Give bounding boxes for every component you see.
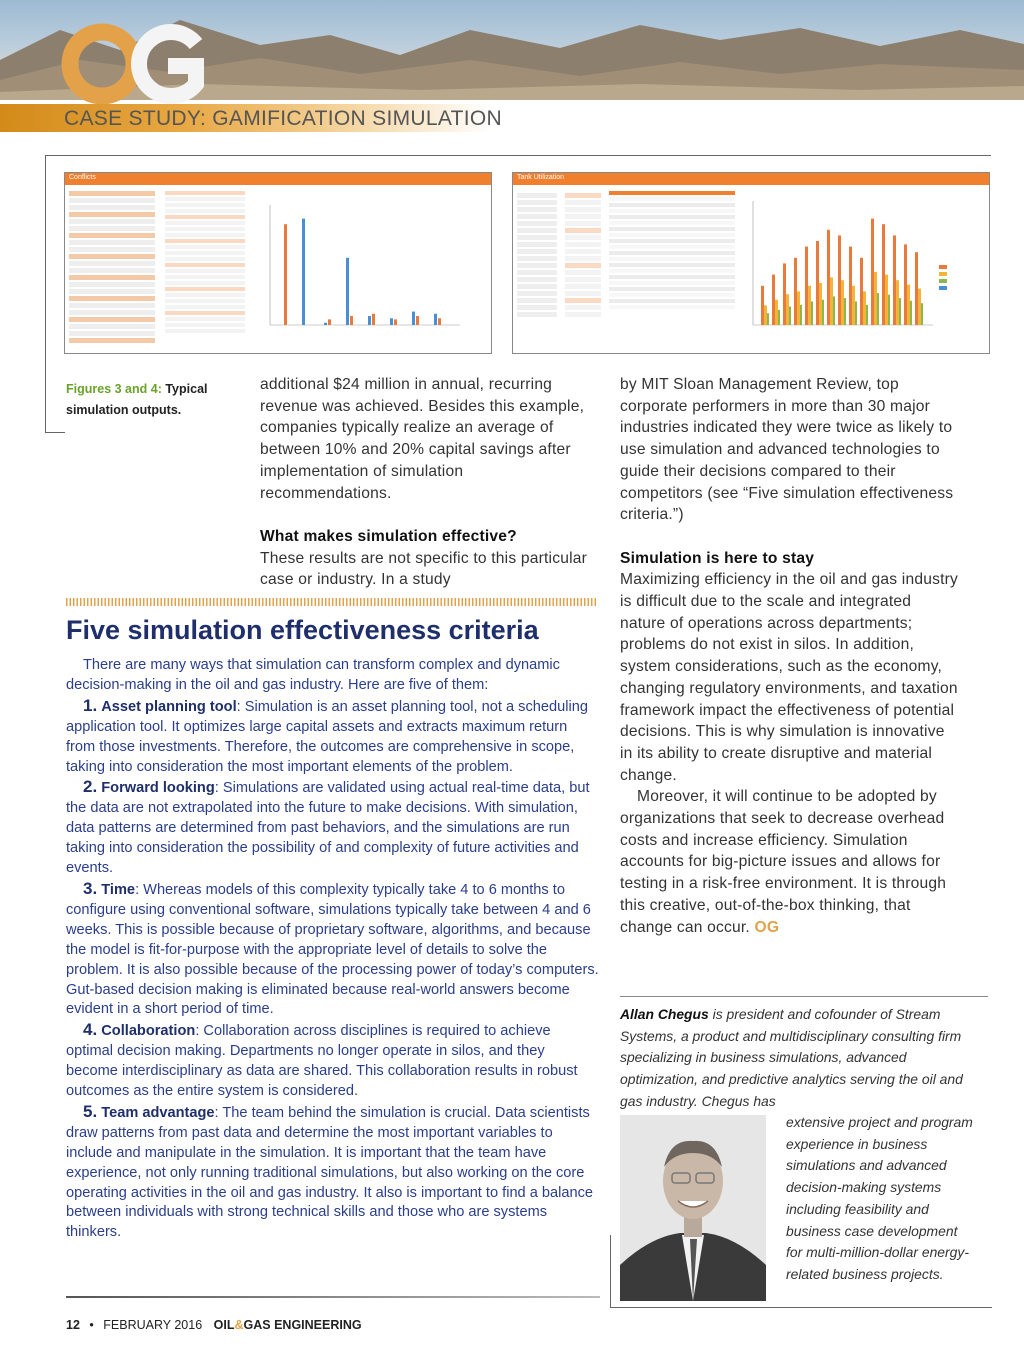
table-row [609, 281, 735, 285]
table-row [609, 209, 735, 213]
chart-bar [786, 294, 789, 325]
table-row [165, 275, 245, 279]
filter-row [69, 261, 155, 266]
item-text: : Simulation is an asset planning tool, not a scheduling application tool. It optimizes large capital assets and extracts maximum return from those investments. Therefore, the outcomes are comprehensive in scope, taking into consideration the most important elements of the problem. [66, 698, 588, 775]
table-row [609, 215, 735, 219]
filter-row [517, 235, 557, 240]
filter-row [565, 263, 601, 268]
paragraph: additional $24 million in annual, recurring revenue was achieved. Besides this example, companies typically realize an average of between 10% and 20% capital savings after implementation of simulation recommendations. [260, 376, 585, 502]
filter-row [565, 228, 601, 233]
chart-bar [874, 272, 877, 325]
table-row [165, 323, 245, 327]
filter-row [69, 282, 155, 287]
chart-bar [882, 224, 885, 325]
issue-date: FEBRUARY 2016 [103, 1318, 203, 1332]
table-row [609, 239, 735, 243]
table-row [609, 191, 735, 195]
mag-part: GAS ENGINEERING [243, 1318, 362, 1332]
table-row [165, 263, 245, 267]
filter-row [517, 242, 557, 247]
chart-bar [918, 289, 921, 325]
chart-bar [863, 291, 866, 325]
filter-row [517, 284, 557, 289]
filter-row [69, 275, 155, 280]
sidebar-title: Five simulation effectiveness criteria [66, 615, 539, 645]
filter-row [69, 198, 155, 203]
end-mark: OG [754, 918, 780, 936]
chart-bar [833, 296, 835, 325]
filter-row [517, 193, 557, 198]
tank-chart [513, 185, 989, 353]
page-footer [66, 1318, 362, 1332]
chart-bar [797, 291, 800, 325]
panel-title: Conflicts [65, 173, 491, 185]
filter-row [69, 254, 155, 259]
filter-row [69, 205, 155, 210]
filter-row [565, 305, 601, 310]
filter-row [517, 277, 557, 282]
chart-bar [778, 310, 780, 325]
table-row [165, 209, 245, 213]
chart-bar [822, 300, 824, 325]
chart-bar [783, 263, 786, 325]
chart-bar [434, 314, 437, 325]
chart-bar [871, 219, 874, 325]
table-row [609, 287, 735, 291]
filter-row [517, 256, 557, 261]
filter-row [565, 270, 601, 275]
filter-row [517, 221, 557, 226]
item-text: : Collaboration across disciplines is required to achieve optimal decision making. Departments no longer operate in silos, and they become interdisciplinary as data are shared. This collaboration results in robust outcomes as the entire system is considered. [66, 1023, 578, 1100]
item-number: 2. [83, 777, 98, 797]
chart-bar [284, 224, 287, 325]
filter-row [565, 284, 601, 289]
chart-bar [390, 318, 393, 325]
chart-bar [394, 319, 397, 325]
table-row [165, 329, 245, 333]
filter-row [565, 291, 601, 296]
chart-bar [772, 275, 775, 325]
table-row [165, 227, 245, 231]
chart-bar [775, 300, 778, 325]
page-number: 12 [66, 1318, 80, 1332]
item-label: Forward looking [101, 780, 215, 797]
table-row [609, 227, 735, 231]
filter-row [517, 298, 557, 303]
table-row [609, 299, 735, 303]
table-row [165, 233, 245, 237]
filter-row [69, 219, 155, 224]
filter-row [565, 200, 601, 205]
filter-row [565, 242, 601, 247]
legend-swatch [939, 286, 947, 290]
table-row [609, 233, 735, 237]
table-row [165, 191, 245, 195]
chart-bar [761, 286, 764, 325]
table-row [609, 293, 735, 297]
filter-row [69, 296, 155, 301]
table-row [165, 221, 245, 225]
frame-line [45, 432, 65, 433]
filter-row [565, 235, 601, 240]
filter-row [565, 312, 601, 317]
author-bio [620, 1004, 980, 1113]
criteria-item [66, 777, 600, 879]
middle-column [260, 374, 596, 591]
figure-caption [66, 379, 246, 421]
tank-utilization-screenshot [512, 172, 990, 354]
item-number: 4. [83, 1020, 98, 1040]
dotted-rule [66, 598, 596, 606]
chart-bar [907, 285, 910, 325]
chart-bar [838, 235, 841, 325]
filter-row [69, 338, 155, 343]
item-text: : Simulations are validated using actual real-time data, but the data are not extrapolated into the future to make decisions. With simulation, data patterns are determined from past behaviors, and the simulations are run taking into consideration the possibility of and complexity of future activities and events. [66, 780, 590, 877]
mag-amp: & [234, 1318, 244, 1332]
item-text: : Whereas models of this complexity typically take 4 to 6 months to configure using conventional software, simulations typically take between 4 and 6 weeks. This is possible because of proprietary software, algorithms, and because the model is fit-for-purpose with the appropriate level of details to solve the problem. It is also possible because of the processing power of today’s computers. Gut-based decision making is eliminated because real-world answers become evident in a short period of time. [66, 881, 599, 1018]
chart-bar [412, 312, 415, 325]
frame-line [45, 155, 46, 433]
chart-bar [915, 252, 918, 325]
filter-row [69, 226, 155, 231]
subheading: Simulation is here to stay [620, 549, 815, 567]
table-row [165, 317, 245, 321]
chart-bar [819, 283, 822, 325]
table-row [165, 239, 245, 243]
table-row [609, 263, 735, 267]
chart-bar [794, 258, 797, 325]
filter-row [69, 324, 155, 329]
item-label: Time [101, 881, 136, 898]
item-number: 1. [83, 695, 98, 715]
conflicts-chart [65, 185, 491, 353]
chart-bar [866, 305, 868, 325]
subheading: What makes simulation effective? [260, 527, 517, 545]
paragraph: These results are not specific to this particular case or industry. In a study [260, 549, 588, 589]
filter-row [565, 298, 601, 303]
filter-row [565, 207, 601, 212]
filter-row [69, 240, 155, 245]
filter-row [517, 228, 557, 233]
chart-bar [877, 293, 879, 325]
table-row [165, 281, 245, 285]
table-row [165, 293, 245, 297]
filter-row [565, 256, 601, 261]
table-row [609, 275, 735, 279]
paragraph-text: Moreover, it will continue to be adopted by organizations that seek to decrease overhead costs and increase efficiency. Simulation accounts for big-picture issues and allows for testing in a risk-free environment. It is through this creative, out-of-the-box thinking, that change can occur. [620, 788, 947, 936]
table-row [609, 197, 735, 201]
bio-rule [620, 996, 988, 997]
author-photo [620, 1115, 766, 1301]
table-row [165, 197, 245, 201]
section-label: CASE STUDY: GAMIFICATION SIMULATION [64, 107, 502, 130]
filter-row [69, 331, 155, 336]
author-bio-continued: extensive project and program experience in business simulations and advanced decision-making systems including feasibility and business case development for multi-million-dollar energy-related business projects. [786, 1114, 973, 1282]
chart-bar [808, 286, 811, 325]
filter-row [69, 212, 155, 217]
filter-row [517, 291, 557, 296]
filter-row [69, 268, 155, 273]
legend-swatch [939, 265, 947, 269]
legend-swatch [939, 279, 947, 283]
chart-bar [805, 247, 808, 325]
chart-bar [844, 298, 846, 325]
filter-row [517, 249, 557, 254]
filter-row [565, 214, 601, 219]
author-name: Allan Chegus [620, 1006, 709, 1022]
chart-bar [896, 280, 899, 325]
sidebar-intro: There are many ways that simulation can transform complex and dynamic decision-making in the oil and gas industry. Here are five of them: [66, 657, 560, 693]
filter-row [517, 214, 557, 219]
filter-row [565, 193, 601, 198]
filter-row [517, 305, 557, 310]
conflicts-screenshot [64, 172, 492, 354]
item-text: : The team behind the simulation is crucial. Data scientists draw patterns from past data and determine the most important variables to include and manipulate in the simulation. It is important that the team have experience, not only running traditional simulations, but also working on the core operating activities in the oil and gas industry. It also is important to find a balance between individuals with strong technical skills and those who are systems thinkers. [66, 1104, 594, 1241]
filter-row [517, 200, 557, 205]
chart-bar [816, 241, 819, 325]
chart-bar [800, 305, 802, 325]
chart-bar [921, 303, 923, 325]
bio-text: is president and cofounder of Stream Systems, a product and multidisciplinary consulting firm specializing in business simulations, advanced optimization, and predictive analytics serving the oil and gas industry. Chegus has [620, 1006, 963, 1109]
filter-row [69, 310, 155, 315]
table-row [165, 215, 245, 219]
criteria-item [66, 1102, 600, 1243]
filter-row [517, 270, 557, 275]
filter-row [517, 207, 557, 212]
chart-bar [910, 301, 912, 325]
paragraph: Maximizing efficiency in the oil and gas industry is difficult due to the scale and integrated nature of operations across departments; problems do not exist in silos. In addition, system considerations, such as the economy, changing regulatory environments, and taxation framework impact the effectiveness of potential decisions. This is why simulation is innovative in its ability to create disruptive and material change. [620, 571, 959, 784]
chart-bar [852, 286, 855, 325]
panel-title: Tank Utilization [513, 173, 989, 185]
chart-bar [764, 305, 767, 325]
filter-row [565, 221, 601, 226]
table-row [609, 257, 735, 261]
chart-bar [346, 258, 349, 325]
og-logo [60, 18, 210, 114]
item-number: 5. [83, 1101, 98, 1121]
table-row [165, 305, 245, 309]
frame-line [610, 1307, 992, 1308]
table-row [609, 305, 735, 309]
table-row [165, 251, 245, 255]
chart-bar [328, 319, 331, 325]
paragraph: by MIT Sloan Management Review, top corporate performers in more than 30 major industries indicated they were twice as likely to use simulation and advanced technologies to guide their decisions compared to their competitors (see “Five simulation effectiveness criteria.”) [620, 376, 954, 524]
chart-bar [830, 277, 833, 325]
table-row [165, 299, 245, 303]
table-row [165, 269, 245, 273]
chart-bar [368, 316, 371, 325]
filter-row [69, 317, 155, 322]
chart-bar [372, 314, 375, 325]
table-row [165, 257, 245, 261]
table-row [165, 311, 245, 315]
chart-bar [324, 323, 327, 325]
frame-line [45, 155, 991, 156]
criteria-item [66, 1020, 600, 1102]
chart-bar [827, 230, 830, 325]
chart-bar [899, 298, 901, 325]
chart-bar [438, 318, 441, 325]
magazine-name [214, 1318, 362, 1332]
filter-row [517, 263, 557, 268]
chart-bar [302, 219, 305, 325]
legend-swatch [939, 272, 947, 276]
filter-row [69, 191, 155, 196]
table-row [609, 203, 735, 207]
table-row [609, 251, 735, 255]
right-column [620, 374, 960, 938]
chart-bar [416, 316, 419, 325]
table-row [165, 287, 245, 291]
table-row [165, 245, 245, 249]
table-row [609, 269, 735, 273]
chart-bar [849, 247, 852, 325]
table-row [165, 203, 245, 207]
item-label: Collaboration [101, 1023, 196, 1040]
sidebar-rule [66, 1296, 600, 1298]
filter-row [69, 289, 155, 294]
caption-text: Typical simulation outputs. [66, 382, 208, 417]
chart-bar [885, 275, 888, 325]
chart-bar [350, 316, 353, 325]
criteria-item [66, 879, 600, 1020]
footer-separator: • [89, 1318, 94, 1332]
filter-row [69, 303, 155, 308]
sidebar-body [66, 656, 600, 1243]
filter-row [565, 249, 601, 254]
filter-row [565, 277, 601, 282]
item-label: Team advantage [101, 1104, 215, 1121]
mag-part: OIL [213, 1318, 235, 1332]
paragraph [620, 786, 960, 938]
table-row [609, 245, 735, 249]
criteria-item [66, 696, 600, 778]
filter-row [517, 312, 557, 317]
item-label: Asset planning tool [101, 698, 237, 715]
chart-bar [767, 313, 769, 325]
chart-bar [860, 258, 863, 325]
filter-row [69, 247, 155, 252]
chart-bar [855, 301, 857, 325]
table-row [609, 221, 735, 225]
chart-bar [904, 244, 907, 325]
chart-bar [893, 235, 896, 325]
item-number: 3. [83, 878, 98, 898]
chart-bar [789, 307, 791, 325]
caption-lead: Figures 3 and 4: [66, 382, 162, 396]
frame-line [610, 1235, 611, 1307]
chart-bar [811, 301, 813, 325]
portrait-image [620, 1115, 766, 1301]
chart-bar [888, 295, 890, 325]
filter-row [69, 233, 155, 238]
chart-bar [841, 280, 844, 325]
